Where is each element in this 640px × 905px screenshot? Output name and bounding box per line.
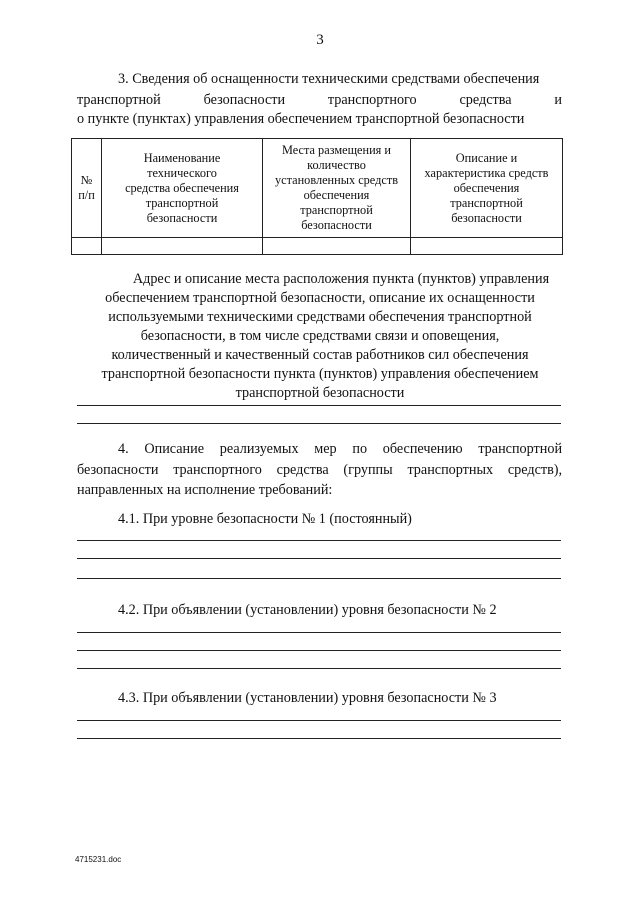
section3-heading-line2 [77, 91, 562, 110]
address-line: количественный и качественный состав работников сил обеспечения [111, 347, 529, 363]
address-line: Адрес и описание места расположения пункта (пунктов) управления [132, 271, 550, 287]
section4-word: реализуемых [219, 441, 299, 457]
section4-word: транспортной [478, 441, 563, 457]
table-cell [263, 238, 411, 255]
section4-word: транспортных [407, 462, 494, 478]
section4-word: (группы [343, 462, 393, 478]
fill-in-line [77, 578, 561, 579]
section4-word: безопасности [77, 462, 159, 478]
section4-line2 [77, 461, 562, 480]
section4-word: транспортного [173, 462, 262, 478]
table-row [72, 238, 563, 255]
equipment-table [71, 138, 563, 255]
footer-doc-id: 4715231.doc [75, 855, 122, 864]
table-cell [411, 238, 563, 255]
section4-word: по [352, 441, 368, 457]
fill-in-line [77, 668, 561, 669]
item-4-2: 4.2. При объявлении (установлении) уровня безопасности № 2 [118, 602, 497, 618]
section4-word: средств), [507, 462, 563, 478]
item-4-3: 4.3. При объявлении (установлении) уровня безопасности № 3 [118, 690, 497, 706]
fill-in-line [77, 558, 561, 559]
address-line: транспортной безопасности пункта (пунктов) управления обеспечением [101, 366, 539, 382]
fill-in-line [77, 632, 561, 633]
fill-in-line [77, 720, 561, 721]
section4-word: средства [276, 462, 329, 478]
table-cell [102, 238, 263, 255]
col-header-description: Описание и характеристика средств обеспечения транспортной безопасности [411, 139, 563, 238]
section4-line3: направленных на исполнение требований: [77, 482, 333, 498]
fill-in-line [77, 540, 561, 541]
section3-heading-line1: 3. Сведения об оснащенности техническими средствами обеспечения [118, 71, 540, 87]
fill-in-line [77, 423, 561, 424]
fill-in-line [77, 738, 561, 739]
address-line: безопасности, в том числе средствами связи и оповещения, [140, 328, 500, 344]
fill-in-line [77, 650, 561, 651]
fill-in-line [77, 405, 561, 406]
heading-word: транспортной [77, 92, 161, 108]
col-header-name: Наименование технического средства обеспечения транспортной безопасности [102, 139, 263, 238]
heading-word: безопасности [203, 92, 286, 108]
table-cell [72, 238, 102, 255]
page-number: 3 [316, 32, 324, 48]
heading-word: средства [459, 92, 512, 108]
section4-line1 [118, 440, 562, 459]
col-header-number: № п/п [72, 139, 102, 238]
address-block [70, 270, 570, 403]
table-header-row [72, 139, 563, 238]
item-4-1: 4.1. При уровне безопасности № 1 (постоянный) [118, 511, 412, 527]
section3-heading-line3: о пункте (пунктах) управления обеспечением транспортной безопасности [77, 111, 525, 127]
col-header-placement: Места размещения и количество установленных средств обеспечения транспортной безопасности [263, 139, 411, 238]
section4-word: мер [314, 441, 337, 457]
section4-word: обеспечению [382, 441, 463, 457]
heading-word: и [554, 92, 562, 108]
section4-word: 4. Описание [118, 441, 205, 457]
heading-word: транспортного [327, 92, 417, 108]
address-line: обеспечением транспортной безопасности, описание их оснащенности [105, 290, 535, 306]
address-line: используемыми техническими средствами обеспечения транспортной [108, 309, 532, 325]
address-line: транспортной безопасности [235, 385, 405, 401]
